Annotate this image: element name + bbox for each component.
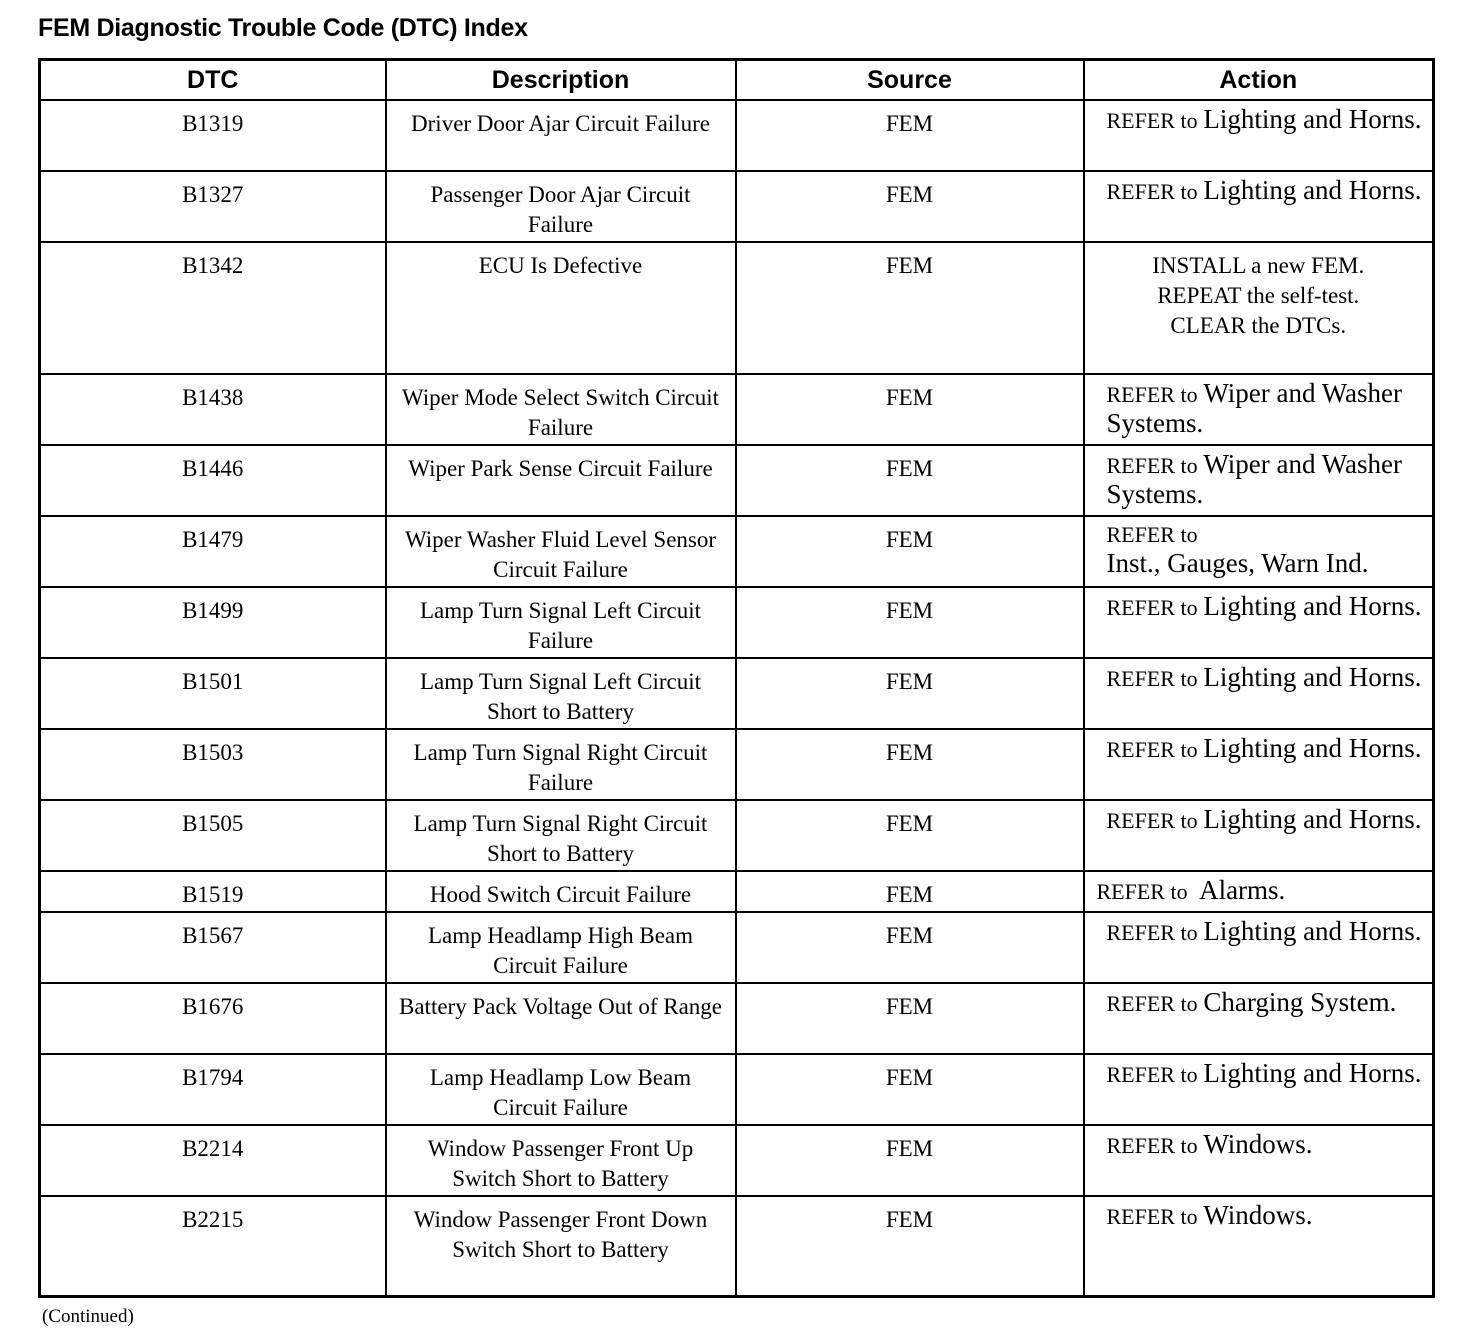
dtc-source: FEM xyxy=(736,729,1084,800)
table-row xyxy=(40,242,1434,374)
action-target: Windows. xyxy=(1203,1129,1313,1159)
action-target: Lighting and Horns. xyxy=(1203,1058,1422,1088)
dtc-source: FEM xyxy=(736,445,1084,516)
dtc-description: Window Passenger Front Down Switch Short to Battery xyxy=(386,1196,736,1296)
dtc-source: FEM xyxy=(736,871,1084,912)
action-line: CLEAR the DTCs. xyxy=(1170,313,1347,338)
dtc-source: FEM xyxy=(736,587,1084,658)
table-row xyxy=(40,800,1434,871)
column-header-dtc: DTC xyxy=(40,60,386,101)
dtc-description: Lamp Headlamp Low Beam Circuit Failure xyxy=(386,1054,736,1125)
action-target: Lighting and Horns. xyxy=(1203,916,1422,946)
dtc-source: FEM xyxy=(736,1196,1084,1296)
table-row xyxy=(40,445,1434,516)
dtc-source: FEM xyxy=(736,983,1084,1054)
table-row xyxy=(40,983,1434,1054)
dtc-source: FEM xyxy=(736,658,1084,729)
dtc-description: Hood Switch Circuit Failure xyxy=(386,871,736,912)
dtc-action xyxy=(1084,800,1434,871)
dtc-code: B1794 xyxy=(40,1054,386,1125)
dtc-description: Battery Pack Voltage Out of Range xyxy=(386,983,736,1054)
dtc-source: FEM xyxy=(736,800,1084,871)
dtc-code: B1567 xyxy=(40,912,386,983)
dtc-description: Wiper Mode Select Switch Circuit Failure xyxy=(386,374,736,445)
dtc-index-table xyxy=(38,58,1435,1298)
dtc-source: FEM xyxy=(736,1125,1084,1196)
table-row xyxy=(40,516,1434,587)
dtc-action xyxy=(1084,374,1434,445)
dtc-description: Lamp Turn Signal Right Circuit Failure xyxy=(386,729,736,800)
action-target: Alarms. xyxy=(1199,875,1286,905)
dtc-action xyxy=(1084,1196,1434,1296)
action-prefix: REFER to xyxy=(1106,1204,1198,1229)
dtc-source: FEM xyxy=(736,912,1084,983)
dtc-action xyxy=(1084,587,1434,658)
table-row xyxy=(40,912,1434,983)
dtc-action xyxy=(1084,871,1434,912)
dtc-source: FEM xyxy=(736,374,1084,445)
table-header-row xyxy=(40,60,1434,101)
action-target: Lighting and Horns. xyxy=(1203,733,1422,763)
action-prefix: REFER to xyxy=(1106,666,1198,691)
dtc-description: Passenger Door Ajar Circuit Failure xyxy=(386,171,736,242)
dtc-code: B2214 xyxy=(40,1125,386,1196)
action-target: Lighting and Horns. xyxy=(1203,662,1422,692)
action-target: Lighting and Horns. xyxy=(1203,175,1422,205)
dtc-code: B1479 xyxy=(40,516,386,587)
action-prefix: REFER to xyxy=(1106,108,1198,133)
action-line: INSTALL a new FEM. xyxy=(1152,253,1365,278)
action-prefix: REFER to xyxy=(1106,737,1198,762)
action-target: Lighting and Horns. xyxy=(1203,591,1422,621)
action-line: REPEAT the self-test. xyxy=(1157,283,1360,308)
dtc-action xyxy=(1084,658,1434,729)
dtc-description: Driver Door Ajar Circuit Failure xyxy=(386,100,736,171)
action-prefix: REFER to xyxy=(1106,808,1198,833)
dtc-code: B1505 xyxy=(40,800,386,871)
dtc-description: Window Passenger Front Up Switch Short to Battery xyxy=(386,1125,736,1196)
dtc-action xyxy=(1084,516,1434,587)
column-header-description: Description xyxy=(386,60,736,101)
table-row xyxy=(40,1054,1434,1125)
table-row xyxy=(40,1125,1434,1196)
dtc-code: B1499 xyxy=(40,587,386,658)
action-prefix: REFER to xyxy=(1106,595,1198,620)
action-prefix: REFER to xyxy=(1106,1062,1198,1087)
action-target: Inst., Gauges, Warn Ind. xyxy=(1106,548,1369,578)
dtc-action xyxy=(1084,1054,1434,1125)
action-prefix: REFER to xyxy=(1106,522,1198,547)
dtc-action xyxy=(1084,171,1434,242)
action-target: Windows. xyxy=(1203,1200,1313,1230)
dtc-description: Lamp Turn Signal Left Circuit Failure xyxy=(386,587,736,658)
dtc-code: B1676 xyxy=(40,983,386,1054)
table-row xyxy=(40,100,1434,171)
dtc-code: B1327 xyxy=(40,171,386,242)
dtc-code: B1319 xyxy=(40,100,386,171)
dtc-description: Lamp Turn Signal Right Circuit Short to Battery xyxy=(386,800,736,871)
action-prefix: REFER to xyxy=(1106,453,1198,478)
dtc-code: B1503 xyxy=(40,729,386,800)
action-target: Lighting and Horns. xyxy=(1203,104,1422,134)
table-row xyxy=(40,871,1434,912)
dtc-action xyxy=(1084,1125,1434,1196)
action-prefix: REFER to xyxy=(1106,179,1198,204)
dtc-code: B1519 xyxy=(40,871,386,912)
dtc-action xyxy=(1084,242,1434,374)
dtc-code: B2215 xyxy=(40,1196,386,1296)
action-prefix: REFER to xyxy=(1106,991,1198,1016)
dtc-code: B1446 xyxy=(40,445,386,516)
continued-note: (Continued) xyxy=(42,1306,134,1327)
dtc-description: ECU Is Defective xyxy=(386,242,736,374)
dtc-code: B1438 xyxy=(40,374,386,445)
dtc-action xyxy=(1084,100,1434,171)
dtc-description: Wiper Park Sense Circuit Failure xyxy=(386,445,736,516)
action-target: Wiper and Washer Systems. xyxy=(1106,378,1402,438)
dtc-source: FEM xyxy=(736,100,1084,171)
table-row xyxy=(40,729,1434,800)
page-title: FEM Diagnostic Trouble Code (DTC) Index xyxy=(38,14,528,42)
table-row xyxy=(40,374,1434,445)
dtc-source: FEM xyxy=(736,171,1084,242)
dtc-source: FEM xyxy=(736,1054,1084,1125)
action-prefix: REFER to xyxy=(1106,1133,1198,1158)
table-row xyxy=(40,171,1434,242)
dtc-code: B1342 xyxy=(40,242,386,374)
dtc-description: Lamp Turn Signal Left Circuit Short to Battery xyxy=(386,658,736,729)
action-target: Wiper and Washer Systems. xyxy=(1106,449,1402,509)
dtc-description: Wiper Washer Fluid Level Sensor Circuit Failure xyxy=(386,516,736,587)
dtc-source: FEM xyxy=(736,516,1084,587)
action-prefix: REFER to xyxy=(1096,879,1188,904)
dtc-action xyxy=(1084,729,1434,800)
table-row xyxy=(40,658,1434,729)
action-prefix: REFER to xyxy=(1106,920,1198,945)
table-row xyxy=(40,1196,1434,1296)
dtc-description: Lamp Headlamp High Beam Circuit Failure xyxy=(386,912,736,983)
column-header-action: Action xyxy=(1084,60,1434,101)
table-row xyxy=(40,587,1434,658)
dtc-source: FEM xyxy=(736,242,1084,374)
action-target: Lighting and Horns. xyxy=(1203,804,1422,834)
dtc-action xyxy=(1084,912,1434,983)
dtc-action xyxy=(1084,445,1434,516)
action-prefix: REFER to xyxy=(1106,382,1198,407)
column-header-source: Source xyxy=(736,60,1084,101)
dtc-action xyxy=(1084,983,1434,1054)
dtc-code: B1501 xyxy=(40,658,386,729)
action-target: Charging System. xyxy=(1203,987,1397,1017)
